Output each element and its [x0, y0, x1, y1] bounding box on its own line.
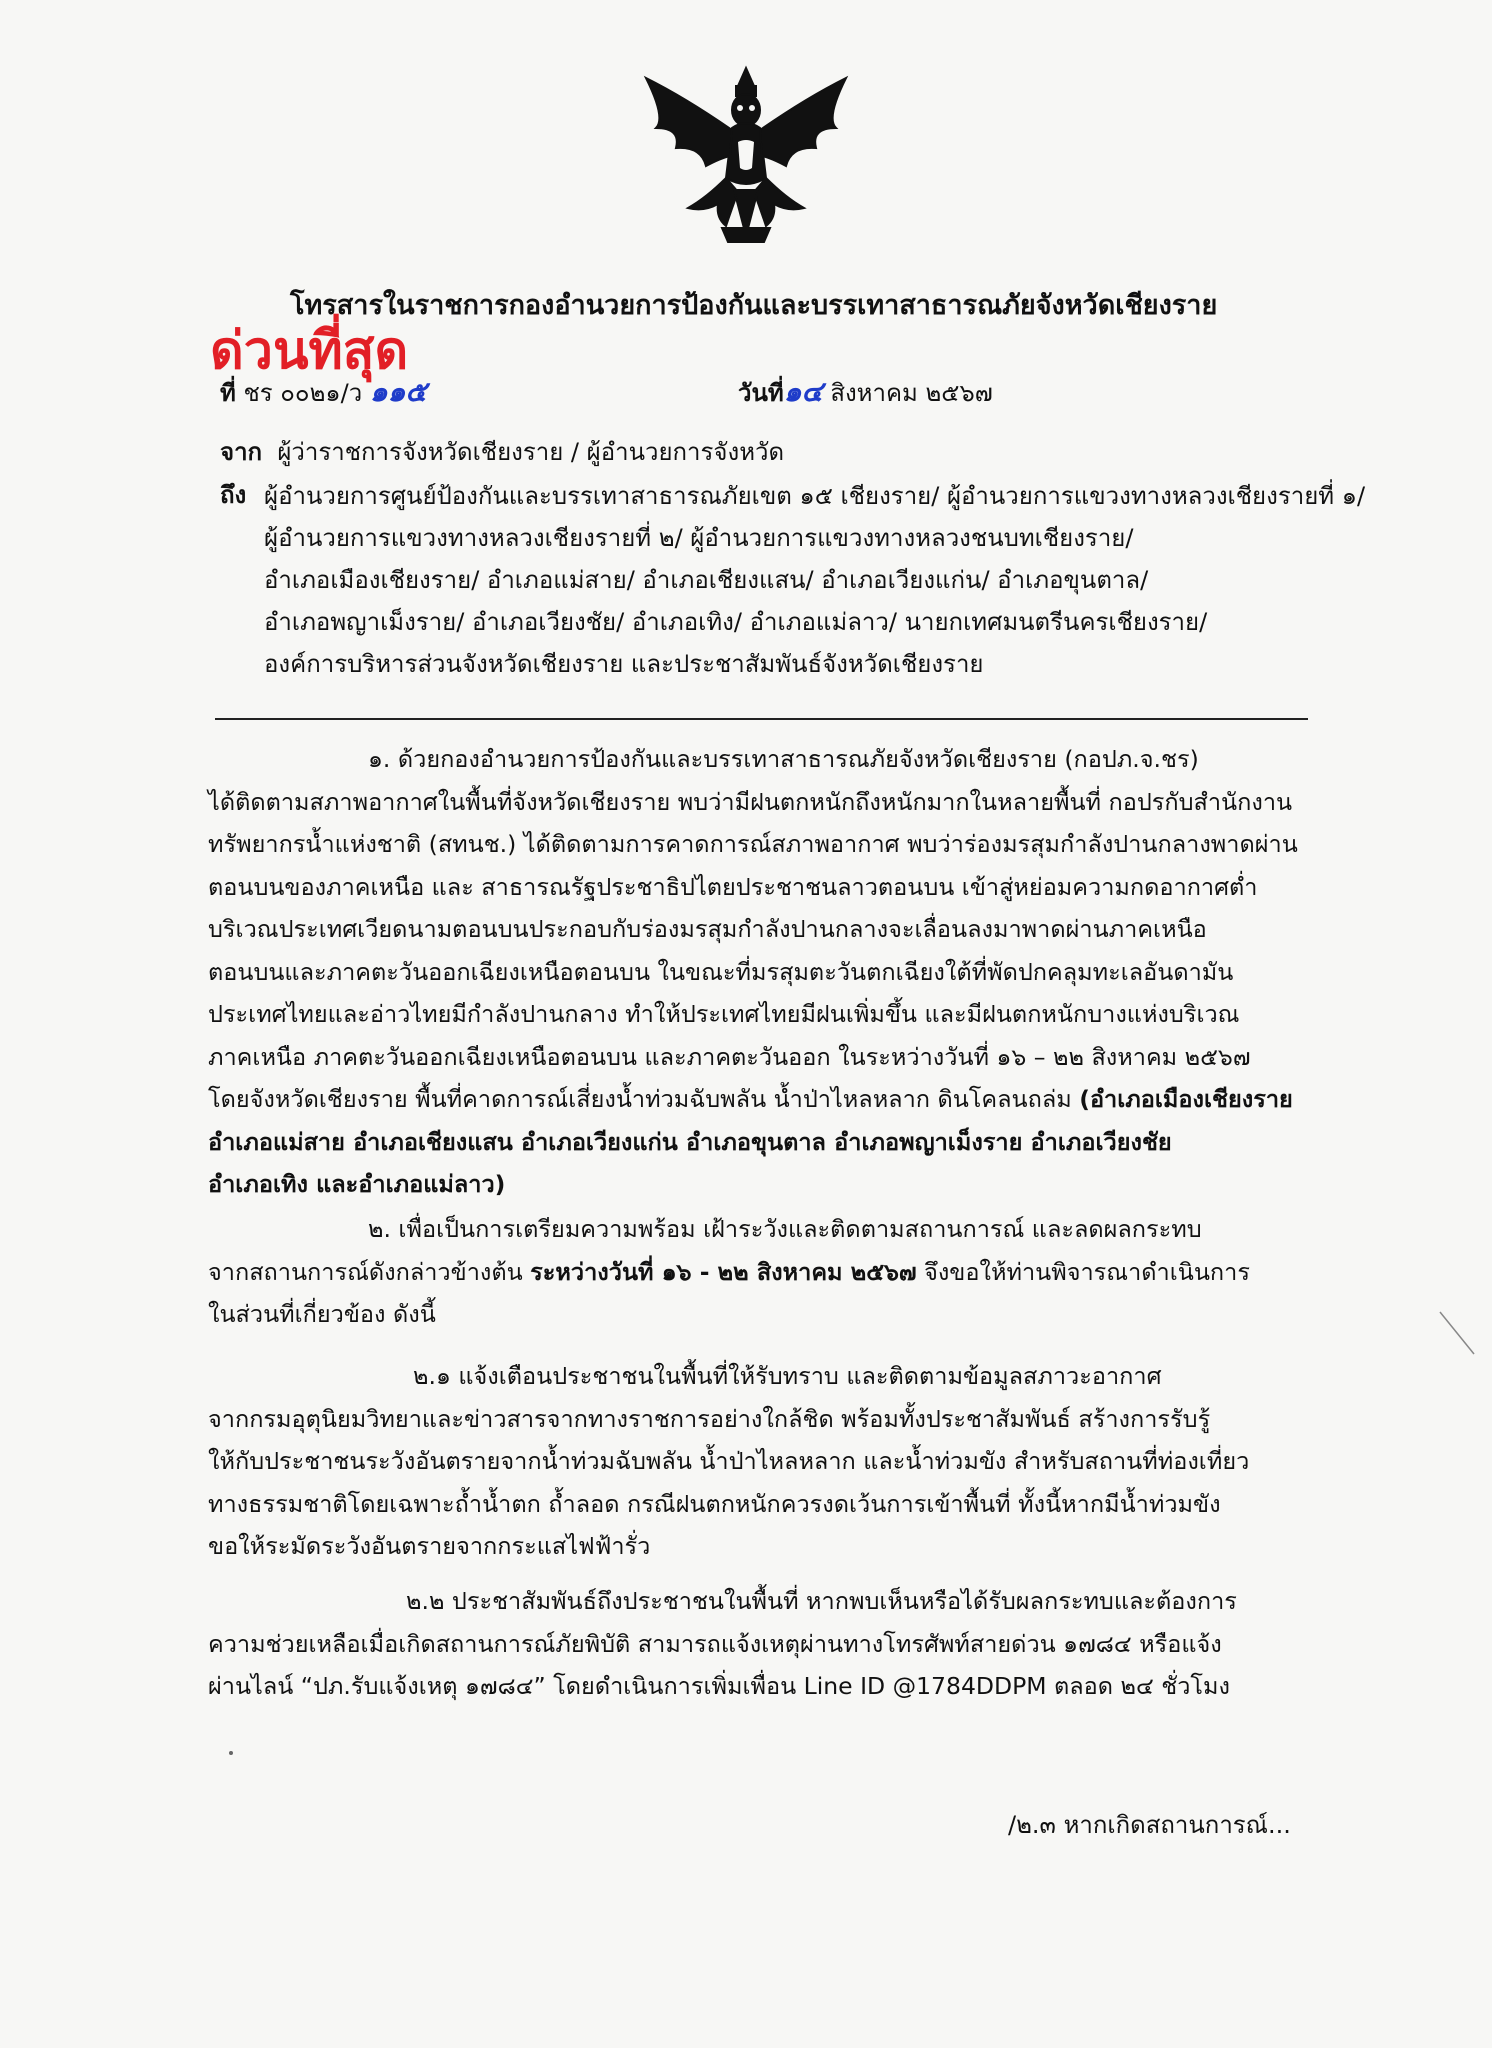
paragraph-line: [208, 1078, 1308, 1121]
handwritten-date-day: ๑๔: [783, 375, 823, 408]
recipient-line: ผู้อำนวยการศูนย์ป้องกันและบรรเทาสาธารณภัยเขต ๑๕ เชียงราย/ ผู้อำนวยการแขวงทางหลวงเชียงรายที่ ๑/: [264, 482, 1366, 510]
to-label: ถึง: [220, 481, 247, 509]
ref-label: ที่: [220, 379, 236, 407]
paragraph-1: [208, 738, 1308, 1206]
document-title: โทรสารในราชการกองอำนวยการป้องกันและบรรเทาสาธารณภัยจังหวัดเชียงราย: [290, 290, 1218, 321]
paragraph-text: โดยจังหวัดเชียงราย พื้นที่คาดการณ์เสี่ยงน้ำท่วมฉับพลัน น้ำป่าไหลหลาก ดินโคลนถล่ม: [208, 1085, 1080, 1113]
recipient-line: อำเภอพญาเม็งราย/ อำเภอเวียงชัย/ อำเภอเทิง/ อำเภอแม่ลาว/ นายกเทศมนตรีนครเชียงราย/: [264, 608, 1208, 636]
paragraph-2: [208, 1208, 1308, 1336]
paragraph-line: ๑. ด้วยกองอำนวยการป้องกันและบรรเทาสาธารณภัยจังหวัดเชียงราย (กอปภ.จ.ชร): [368, 745, 1199, 773]
paragraph-2-1: [208, 1355, 1308, 1568]
scan-dot: [228, 1750, 234, 1756]
from-line: [220, 432, 784, 471]
paragraph-line: ๒. เพื่อเป็นการเตรียมความพร้อม เฝ้าระวังและติดตามสถานการณ์ และลดผลกระทบ: [368, 1215, 1202, 1243]
paragraph-line: ผ่านไลน์ “ปภ.รับแจ้งเหตุ ๑๗๘๔” โดยดำเนินการเพิ่มเพื่อน Line ID @1784DDPM ตลอด ๒๔ ชั่วโมง: [208, 1672, 1231, 1700]
continuation-note: /๒.๓ หากเกิดสถานการณ์...: [1008, 1811, 1291, 1839]
paragraph-line: ประเทศไทยและอ่าวไทยมีกำลังปานกลาง ทำให้ประเทศไทยมีฝนเพิ่มขึ้น และมีฝนตกหนักบางแห่งบริเวณ: [208, 1000, 1240, 1028]
reference-number: [220, 370, 427, 414]
paragraph-line: ในส่วนที่เกี่ยวข้อง ดังนี้: [208, 1300, 436, 1328]
paragraph-line: บริเวณประเทศเวียดนามตอนบนประกอบกับร่องมรสุมกำลังปานกลางจะเลื่อนลงมาพาดผ่านภาคเหนือ: [208, 915, 1207, 943]
handwritten-ref-number: ๑๑๕: [369, 375, 427, 408]
paragraph-line: ทรัพยากรน้ำแห่งชาติ (สทนช.) ได้ติดตามการคาดการณ์สภาพอากาศ พบว่าร่องมรสุมกำลังปานกลางพาดผ่าน: [208, 830, 1298, 858]
paragraph-text: จากสถานการณ์ดังกล่าวข้างต้น: [208, 1257, 531, 1286]
recipient-line: องค์การบริหารส่วนจังหวัดเชียงราย และประชาสัมพันธ์จังหวัดเชียงราย: [264, 650, 984, 678]
header-divider: [215, 718, 1308, 720]
document-date: [738, 370, 993, 414]
paragraph-line: ภาคเหนือ ภาคตะวันออกเฉียงเหนือตอนบน และภาคตะวันออก ในระหว่างวันที่ ๑๖ – ๒๒ สิงหาคม ๒๕๖๗: [208, 1042, 1251, 1071]
paragraph-line: ตอนบนและภาคตะวันออกเฉียงเหนือตอนบน ในขณะที่มรสุมตะวันตกเฉียงใต้ที่พัดปกคลุมทะเลอันดามัน: [208, 957, 1234, 986]
paragraph-line: ได้ติดตามสภาพอากาศในพื้นที่จังหวัดเชียงราย พบว่ามีฝนตกหนักถึงหนักมากในหลายพื้นที่ กอปรกับสำนักงาน: [208, 787, 1293, 816]
paragraph-bold-text: ระหว่างวันที่ ๑๖ - ๒๒ สิงหาคม ๒๕๖๗: [530, 1257, 917, 1286]
recipient-line: ผู้อำนวยการแขวงทางหลวงเชียงรายที่ ๒/ ผู้อำนวยการแขวงทางหลวงชนบทเชียงราย/: [264, 524, 1134, 552]
paragraph-2-2: [208, 1580, 1308, 1708]
paragraph-line: ความช่วยเหลือเมื่อเกิดสถานการณ์ภัยพิบัติ สามารถแจ้งเหตุผ่านทางโทรศัพท์สายด่วน ๑๗๘๔ หรือแจ้ง: [208, 1629, 1222, 1658]
paragraph-line: ๒.๑ แจ้งเตือนประชาชนในพื้นที่ให้รับทราบ และติดตามข้อมูลสภาวะอากาศ: [413, 1362, 1162, 1390]
paragraph-line: อำเภอเทิง และอำเภอแม่ลาว): [208, 1170, 506, 1198]
garuda-emblem: [626, 58, 866, 248]
urgency-stamp: ด่วนที่สุด: [210, 321, 409, 381]
paragraph-line: ให้กับประชาชนระวังอันตรายจากน้ำท่วมฉับพลัน น้ำป่าไหลหลาก และน้ำท่วมขัง สำหรับสถานที่ท่องเที่ยว: [208, 1447, 1250, 1475]
to-recipients: [264, 475, 1366, 685]
paragraph-line: [208, 1251, 1308, 1294]
paragraph-line: ขอให้ระมัดระวังอันตรายจากกระแสไฟฟ้ารั่ว: [208, 1532, 651, 1560]
from-text: ผู้ว่าราชการจังหวัดเชียงราย / ผู้อำนวยการจังหวัด: [277, 438, 785, 466]
date-month-year: สิงหาคม ๒๕๖๗: [830, 379, 993, 407]
ref-number: ชร ๐๐๒๑/ว: [243, 379, 363, 407]
paragraph-line: ตอนบนของภาคเหนือ และ สาธารณรัฐประชาธิปไตยประชาชนลาวตอนบน เข้าสู่หย่อมความกดอากาศต่ำ: [208, 872, 1258, 901]
paragraph-line: ๒.๒ ประชาสัมพันธ์ถึงประชาชนในพื้นที่ หากพบเห็นหรือได้รับผลกระทบและต้องการ: [406, 1587, 1237, 1615]
paragraph-line: อำเภอแม่สาย อำเภอเชียงแสน อำเภอเวียงแก่น อำเภอขุนตาล อำเภอพญาเม็งราย อำเภอเวียงชัย: [208, 1127, 1172, 1156]
paragraph-bold-text: (อำเภอเมืองเชียงราย: [1079, 1085, 1293, 1113]
from-label: จาก: [220, 438, 263, 466]
scan-mark: [1438, 1310, 1478, 1360]
recipient-line: อำเภอเมืองเชียงราย/ อำเภอแม่สาย/ อำเภอเชียงแสน/ อำเภอเวียงแก่น/ อำเภอขุนตาล/: [264, 566, 1149, 594]
paragraph-line: ทางธรรมชาติโดยเฉพาะถ้ำน้ำตก ถ้ำลอด กรณีฝนตกหนักควรงดเว้นการเข้าพื้นที่ ทั้งนี้หากมีน้ำท่วมขัง: [208, 1489, 1221, 1518]
paragraph-text: จึงขอให้ท่านพิจารณาดำเนินการ: [916, 1257, 1250, 1286]
date-label: วันที่: [738, 379, 784, 407]
paragraph-line: จากกรมอุตุนิยมวิทยาและข่าวสารจากทางราชการอย่างใกล้ชิด พร้อมทั้งประชาสัมพันธ์ สร้างการรับรู้: [208, 1404, 1211, 1433]
